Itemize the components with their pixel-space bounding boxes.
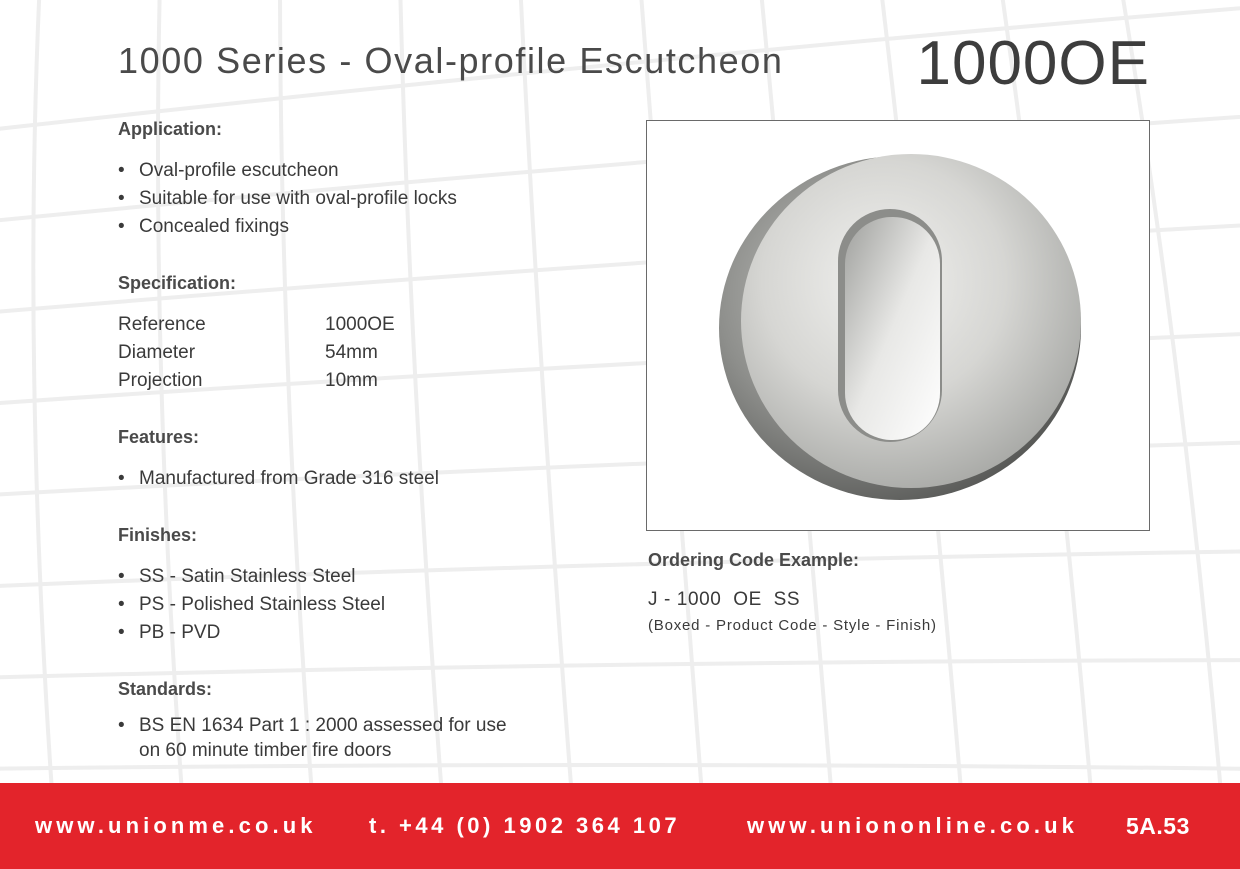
list-item: • Concealed fixings bbox=[118, 213, 588, 241]
list-item: • Suitable for use with oval-profile locks bbox=[118, 185, 588, 213]
specification-heading: Specification: bbox=[118, 273, 237, 293]
list-item: • Manufactured from Grade 316 steel bbox=[118, 465, 588, 493]
spec-label: Reference bbox=[118, 314, 206, 335]
ordering-heading: Ordering Code Example: bbox=[648, 550, 860, 570]
ordering-section bbox=[648, 549, 937, 634]
footer-bar bbox=[0, 783, 1240, 869]
spec-value: 10mm bbox=[325, 370, 378, 391]
spec-value: 1000OE bbox=[325, 314, 395, 335]
page-number: 5A.53 bbox=[1126, 813, 1190, 839]
list-item: • SS - Satin Stainless Steel bbox=[118, 563, 588, 591]
product-image-frame bbox=[646, 120, 1150, 531]
website-link-uniononline[interactable]: www.uniononline.co.uk bbox=[747, 813, 1078, 838]
finishes-list bbox=[118, 563, 588, 647]
list-item: • Oval-profile escutcheon bbox=[118, 157, 588, 185]
list-item bbox=[118, 713, 588, 763]
ordering-code: J - 1000 OE SS bbox=[648, 589, 801, 610]
spec-value: 54mm bbox=[325, 342, 378, 363]
product-code: 1000OE bbox=[916, 29, 1150, 98]
details-column bbox=[118, 118, 588, 763]
features-list bbox=[118, 465, 588, 493]
phone-number: t. +44 (0) 1902 364 107 bbox=[369, 813, 681, 838]
list-item: • PB - PVD bbox=[118, 619, 588, 647]
list-item: • PS - Polished Stainless Steel bbox=[118, 591, 588, 619]
table-row bbox=[118, 311, 395, 339]
website-link-unionme[interactable]: www.unionme.co.uk bbox=[35, 813, 317, 838]
finishes-heading: Finishes: bbox=[118, 525, 198, 545]
standards-list bbox=[118, 713, 588, 763]
oval-profile-escutcheon-image bbox=[647, 121, 1149, 530]
specification-table bbox=[118, 311, 395, 395]
features-heading: Features: bbox=[118, 427, 200, 447]
ordering-legend: (Boxed - Product Code - Style - Finish) bbox=[648, 617, 937, 634]
page-title: 1000 Series - Oval-profile Escutcheon bbox=[118, 40, 784, 81]
application-heading: Application: bbox=[118, 119, 222, 139]
standards-heading: Standards: bbox=[118, 679, 213, 699]
standard-line-1: BS EN 1634 Part 1 : 2000 assessed for use bbox=[139, 715, 507, 736]
application-list bbox=[118, 157, 588, 241]
table-row bbox=[118, 339, 395, 367]
table-row bbox=[118, 367, 395, 395]
spec-label: Projection bbox=[118, 370, 203, 391]
standard-line-2: on 60 minute timber fire doors bbox=[139, 740, 392, 761]
spec-label: Diameter bbox=[118, 342, 196, 363]
